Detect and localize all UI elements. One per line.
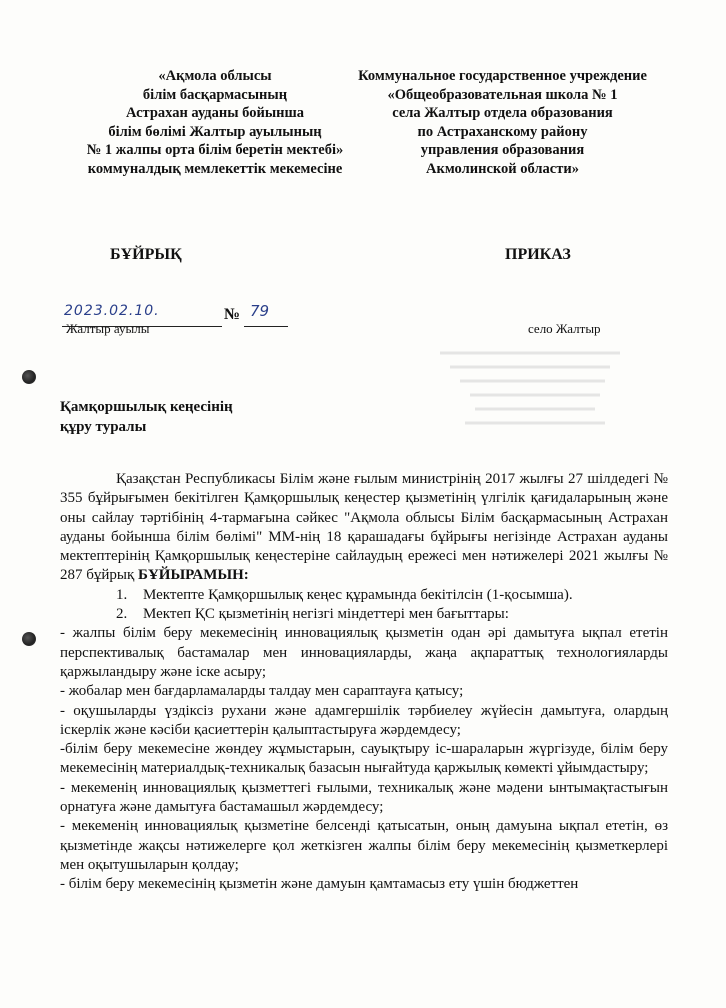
handwritten-order-number: 79: [250, 302, 270, 320]
task-item: -білім беру мекемесіне жөндеу жұмыстарын, сауықтыру іс-шараларын жүргізуде, білім беру мекемесінің материалдық-техникалық базасын нығайтуда қаржылық көмекті ұйымдастыру;: [60, 741, 668, 777]
header-kazakh-line: білім бөлімі Жалтыр ауылының: [108, 123, 322, 140]
header-kazakh-line: № 1 жалпы орта білім беретін мектебі»: [86, 142, 344, 158]
place-kazakh: Жалтыр ауылы: [66, 321, 150, 336]
task-item: - оқушыларды үздіксіз рухани және адамгершілік тәрбиелеу жүйесін дамытуға, олардың іскерлік және кәсіби қасиеттерін қалыптастыруға жәрдемдесу;: [60, 702, 668, 738]
header-russian-line: села Жалтыр отдела образования: [392, 105, 613, 121]
handwritten-date: 2023.02.10.: [64, 303, 160, 319]
task-item: - мекеменің инновациялық қызметтегі ғылыми, техникалық және мәдени ынтымақтастығын орнатуға және дамытуға бастамашыл жәрдемдесу;: [60, 779, 668, 816]
subject-line: құру туралы: [60, 419, 147, 435]
list-item: [60, 586, 668, 605]
list-item-number: 1.: [116, 586, 128, 603]
number-sign: №: [224, 306, 241, 323]
task-item: - жобалар мен бағдарламаларды талдау мен сараптауға қатысу;: [60, 683, 464, 700]
list-item-number: 2.: [116, 606, 128, 623]
order-subject: [60, 397, 233, 437]
punch-hole-top: [22, 370, 36, 384]
header-russian-line: «Общеобразовательная школа № 1: [387, 86, 618, 103]
header-russian-line: управления образования: [420, 142, 585, 158]
header-kazakh-line: «Ақмола облысы: [158, 68, 272, 84]
decree-word: БҰЙЫРАМЫН:: [138, 567, 249, 584]
header-kazakh-line: білім басқармасының: [142, 86, 288, 103]
header-kazakh-line: Астрахан ауданы бойынша: [125, 105, 304, 121]
list-item: [60, 605, 668, 624]
list-item-text: Мектеп ҚС қызметінің негізгі міндеттері мен бағыттары:: [143, 606, 509, 623]
subject-line: Қамқоршылық кеңесінің: [60, 399, 233, 415]
list-item-text: Мектепте Қамқоршылық кеңес құрамында бекітілсін (1-қосымша).: [143, 586, 573, 603]
header-russian-line: Акмолинской области»: [426, 160, 579, 177]
task-item: - білім беру мекемесінің қызметін және дамуын қамтамасыз ету үшін бюджеттен: [60, 876, 579, 893]
header-russian: [320, 67, 685, 178]
doc-type-kazakh: БҰЙРЫҚ: [110, 246, 182, 263]
doc-type-russian: ПРИКАЗ: [505, 246, 571, 263]
task-item: - жалпы білім беру мекемесінің инновациялық қызметін одан әрі дамытуға ықпал ететін перспективалық бастамалар мен инновацияларды, жаңа ақпараттық технологияларды қаржыландыру және іске асыру;: [60, 625, 668, 680]
preamble-text: Қазақстан Республикасы Білім және ғылым министрінің 2017 жылғы 27 шілдедегі № 355 бұйрығымен бекітілген Қамқоршылық кеңестер қызметінің үлгілік қағидаларының және оны сайлау тәртібінің 4-тармағына сәйкес "Ақмола облысы Білім басқармасының Астрахан ауданы бойынша білім бөлімі" ММ-нің 18 қарашадағы бұйрығы негізінде Астрахан ауданы мектептерінің Қамқоршылық кеңестеріне сайлаудың ережесі мен нәтижелері 2021 жылғы № 287 бұйрық: [60, 471, 668, 584]
header-kazakh-line: коммуналдық мемлекеттік мекемесіне: [87, 160, 343, 177]
task-item: - мекеменің инновациялық қызметіне белсенді қатысатын, оның дамуына ықпал ететін, өз қызметінде жақсы нәтижелерге қол жеткізген жалпы білім беру мекемесінің қызметкерлері мен оқытушыларын қолдау;: [60, 818, 668, 873]
bleed-through-text: [430, 345, 630, 445]
header-russian-line: по Астраханскому району: [417, 123, 588, 140]
order-body: [60, 470, 668, 895]
header-russian-line: Коммунальное государственное учреждение: [358, 68, 647, 84]
punch-hole-bottom: [22, 632, 36, 646]
place-russian: село Жалтыр: [528, 321, 601, 336]
preamble-paragraph: [60, 470, 668, 586]
